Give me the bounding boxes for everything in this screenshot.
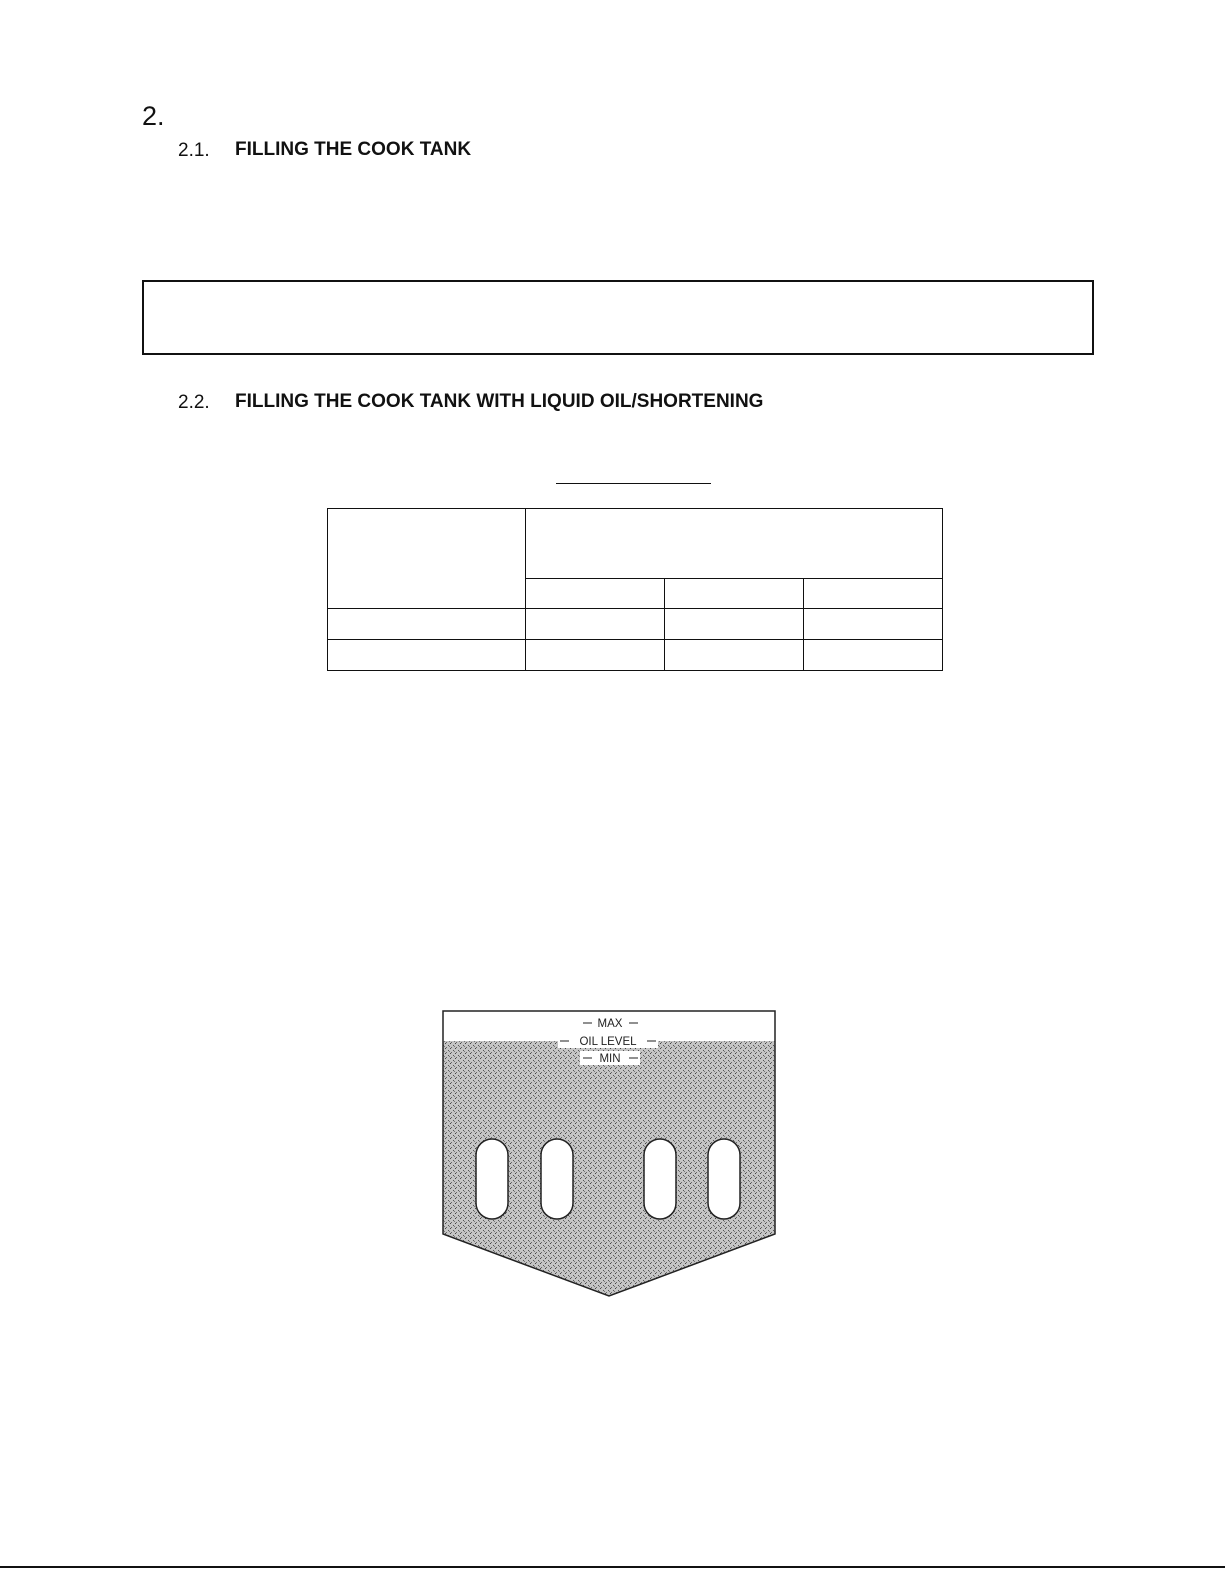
table-cell	[665, 640, 804, 671]
oil-capacity-table	[327, 508, 943, 671]
section-title: FILLING THE COOK TANK WITH LIQUID OIL/SHORTENING	[235, 391, 764, 412]
cook-tank-oil-level-diagram	[440, 1008, 780, 1300]
table-cell	[526, 640, 665, 671]
section-number: 2.1.	[178, 140, 210, 161]
table-cell	[328, 609, 526, 640]
table-cell	[328, 509, 526, 609]
heating-element-opening	[708, 1139, 740, 1219]
heating-element-opening	[476, 1139, 508, 1219]
table-cell	[328, 640, 526, 671]
table-cell	[804, 640, 943, 671]
oil-level-label: OIL LEVEL	[579, 1036, 637, 1048]
table-caption-underline	[556, 483, 711, 484]
table-row	[328, 609, 943, 640]
min-mark-label: MIN	[599, 1053, 621, 1065]
table-cell	[526, 609, 665, 640]
table-row	[328, 640, 943, 671]
table-cell	[526, 509, 943, 579]
table-cell	[526, 579, 665, 609]
table-cell	[804, 609, 943, 640]
note-box	[142, 280, 1094, 355]
heating-element-opening	[644, 1139, 676, 1219]
table-cell	[804, 579, 943, 609]
section-title: FILLING THE COOK TANK	[235, 139, 472, 160]
heating-element-opening	[541, 1139, 573, 1219]
max-mark-label: MAX	[597, 1018, 623, 1030]
table-cell	[665, 579, 804, 609]
section-number: 2.2.	[178, 392, 210, 413]
page-footer-rule	[0, 1566, 1225, 1568]
chapter-number: 2.	[142, 101, 165, 131]
table-header-row	[328, 509, 943, 579]
table-cell	[665, 609, 804, 640]
